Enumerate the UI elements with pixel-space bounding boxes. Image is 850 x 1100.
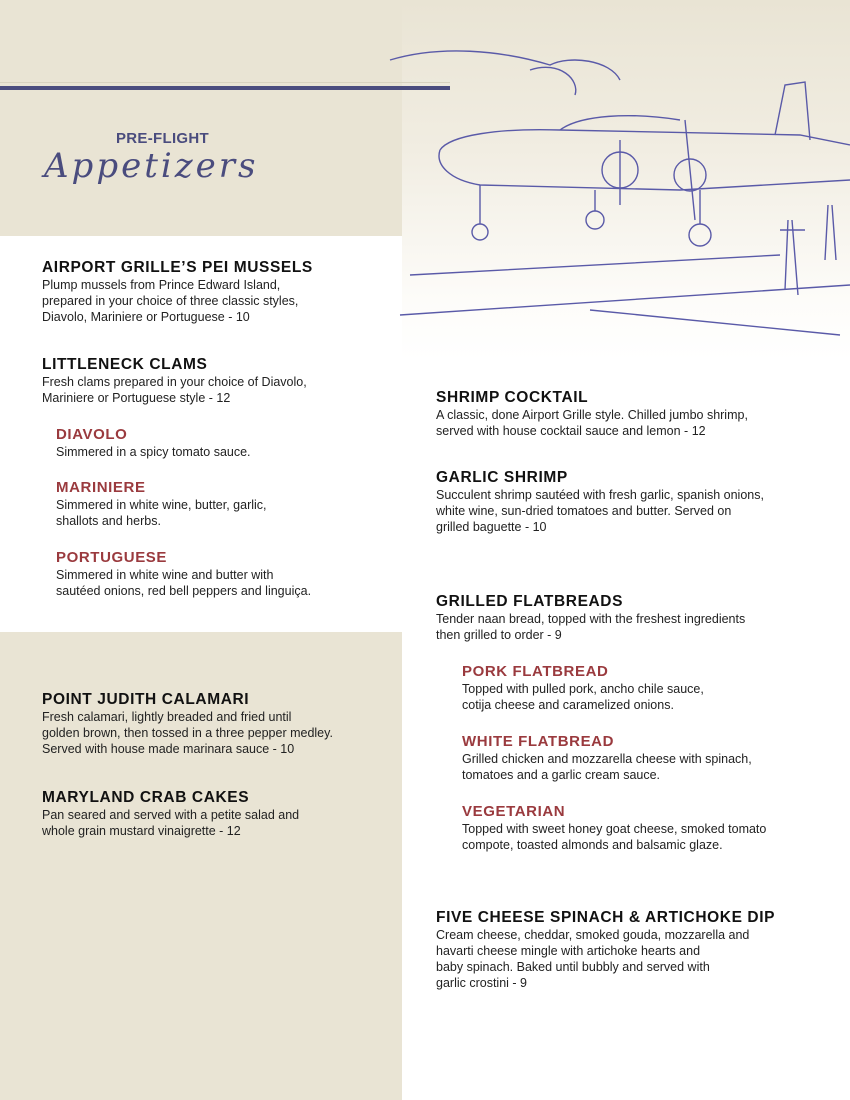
menu-item-description: Fresh clams prepared in your choice of Diavolo, bbox=[42, 375, 307, 389]
menu-item bbox=[436, 389, 846, 439]
variant-description: Topped with pulled pork, ancho chile sauce, bbox=[462, 682, 704, 696]
menu-item-description: A classic, done Airport Grille style. Chilled jumbo shrimp, bbox=[436, 408, 748, 422]
menu-variant bbox=[56, 479, 456, 529]
variant-description: Grilled chicken and mozzarella cheese with spinach, bbox=[462, 752, 752, 766]
menu-item-description: then grilled to order - 9 bbox=[436, 628, 562, 642]
menu-item-name: SHRIMP COCKTAIL bbox=[436, 389, 589, 406]
variant-name: DIAVOLO bbox=[56, 426, 128, 443]
menu-item bbox=[42, 691, 452, 757]
menu-item-description: Tender naan bread, topped with the freshest ingredients bbox=[436, 612, 746, 626]
menu-item-name: GARLIC SHRIMP bbox=[436, 469, 568, 486]
menu-item-description: Cream cheese, cheddar, smoked gouda, mozzarella and bbox=[436, 928, 750, 942]
variant-description: sautéed onions, red bell peppers and linguiça. bbox=[56, 584, 312, 598]
menu-item bbox=[436, 909, 846, 991]
menu-variant bbox=[56, 426, 456, 460]
menu-item bbox=[436, 593, 846, 643]
menu-item-name: GRILLED FLATBREADS bbox=[436, 593, 624, 610]
variant-description: tomatoes and a garlic cream sauce. bbox=[462, 768, 661, 782]
menu-item-description: Plump mussels from Prince Edward Island, bbox=[42, 278, 281, 292]
menu-item-description: grilled baguette - 10 bbox=[436, 520, 547, 534]
section-title: Appetizers bbox=[44, 146, 259, 186]
menu-item-description: whole grain mustard vinaigrette - 12 bbox=[42, 824, 241, 838]
section-kicker: PRE-FLIGHT bbox=[116, 130, 209, 147]
menu-item-description: baby spinach. Baked until bubbly and served with bbox=[436, 960, 710, 974]
menu-item bbox=[42, 356, 452, 406]
menu-item-description: Fresh calamari, lightly breaded and fried until bbox=[42, 710, 292, 724]
variant-description: compote, toasted almonds and balsamic glaze. bbox=[462, 838, 723, 852]
variant-name: PORK FLATBREAD bbox=[462, 663, 609, 680]
menu-item-description: garlic crostini - 9 bbox=[436, 976, 527, 990]
menu-item-name: MARYLAND CRAB CAKES bbox=[42, 789, 250, 806]
menu-item-description: Served with house made marinara sauce - 10 bbox=[42, 742, 295, 756]
variant-description: shallots and herbs. bbox=[56, 514, 161, 528]
menu-item bbox=[436, 469, 846, 535]
menu-item-description: served with house cocktail sauce and lemon - 12 bbox=[436, 424, 706, 438]
header-rule-thin bbox=[0, 82, 450, 83]
menu-item-description: havarti cheese mingle with artichoke hearts and bbox=[436, 944, 701, 958]
menu-item-name: FIVE CHEESE SPINACH & ARTICHOKE DIP bbox=[436, 909, 776, 926]
menu-item-description: Diavolo, Mariniere or Portuguese - 10 bbox=[42, 310, 250, 324]
menu-item-name: LITTLENECK CLAMS bbox=[42, 356, 208, 373]
menu-item-description: white wine, sun-dried tomatoes and butter. Served on bbox=[436, 504, 732, 518]
variant-name: PORTUGUESE bbox=[56, 549, 168, 566]
variant-name: MARINIERE bbox=[56, 479, 146, 496]
menu-variant bbox=[462, 663, 850, 713]
menu-item-description: Mariniere or Portuguese style - 12 bbox=[42, 391, 231, 405]
menu-item bbox=[42, 259, 452, 325]
menu-item-name: AIRPORT GRILLE’S PEI MUSSELS bbox=[42, 259, 313, 276]
menu-variant bbox=[56, 549, 456, 599]
menu-item-description: Succulent shrimp sautéed with fresh garlic, spanish onions, bbox=[436, 488, 764, 502]
variant-description: cotija cheese and caramelized onions. bbox=[462, 698, 674, 712]
menu-item bbox=[42, 789, 452, 839]
header-rule bbox=[0, 86, 450, 90]
variant-description: Simmered in white wine, butter, garlic, bbox=[56, 498, 267, 512]
variant-name: VEGETARIAN bbox=[462, 803, 566, 820]
menu-item-name: POINT JUDITH CALAMARI bbox=[42, 691, 250, 708]
variant-description: Topped with sweet honey goat cheese, smoked tomato bbox=[462, 822, 767, 836]
variant-description: Simmered in a spicy tomato sauce. bbox=[56, 445, 251, 459]
menu-variant bbox=[462, 803, 850, 853]
variant-description: Simmered in white wine and butter with bbox=[56, 568, 274, 582]
variant-name: WHITE FLATBREAD bbox=[462, 733, 615, 750]
menu-item-description: golden brown, then tossed in a three pepper medley. bbox=[42, 726, 333, 740]
menu-item-description: prepared in your choice of three classic styles, bbox=[42, 294, 299, 308]
menu-item-description: Pan seared and served with a petite salad and bbox=[42, 808, 300, 822]
menu-variant bbox=[462, 733, 850, 783]
